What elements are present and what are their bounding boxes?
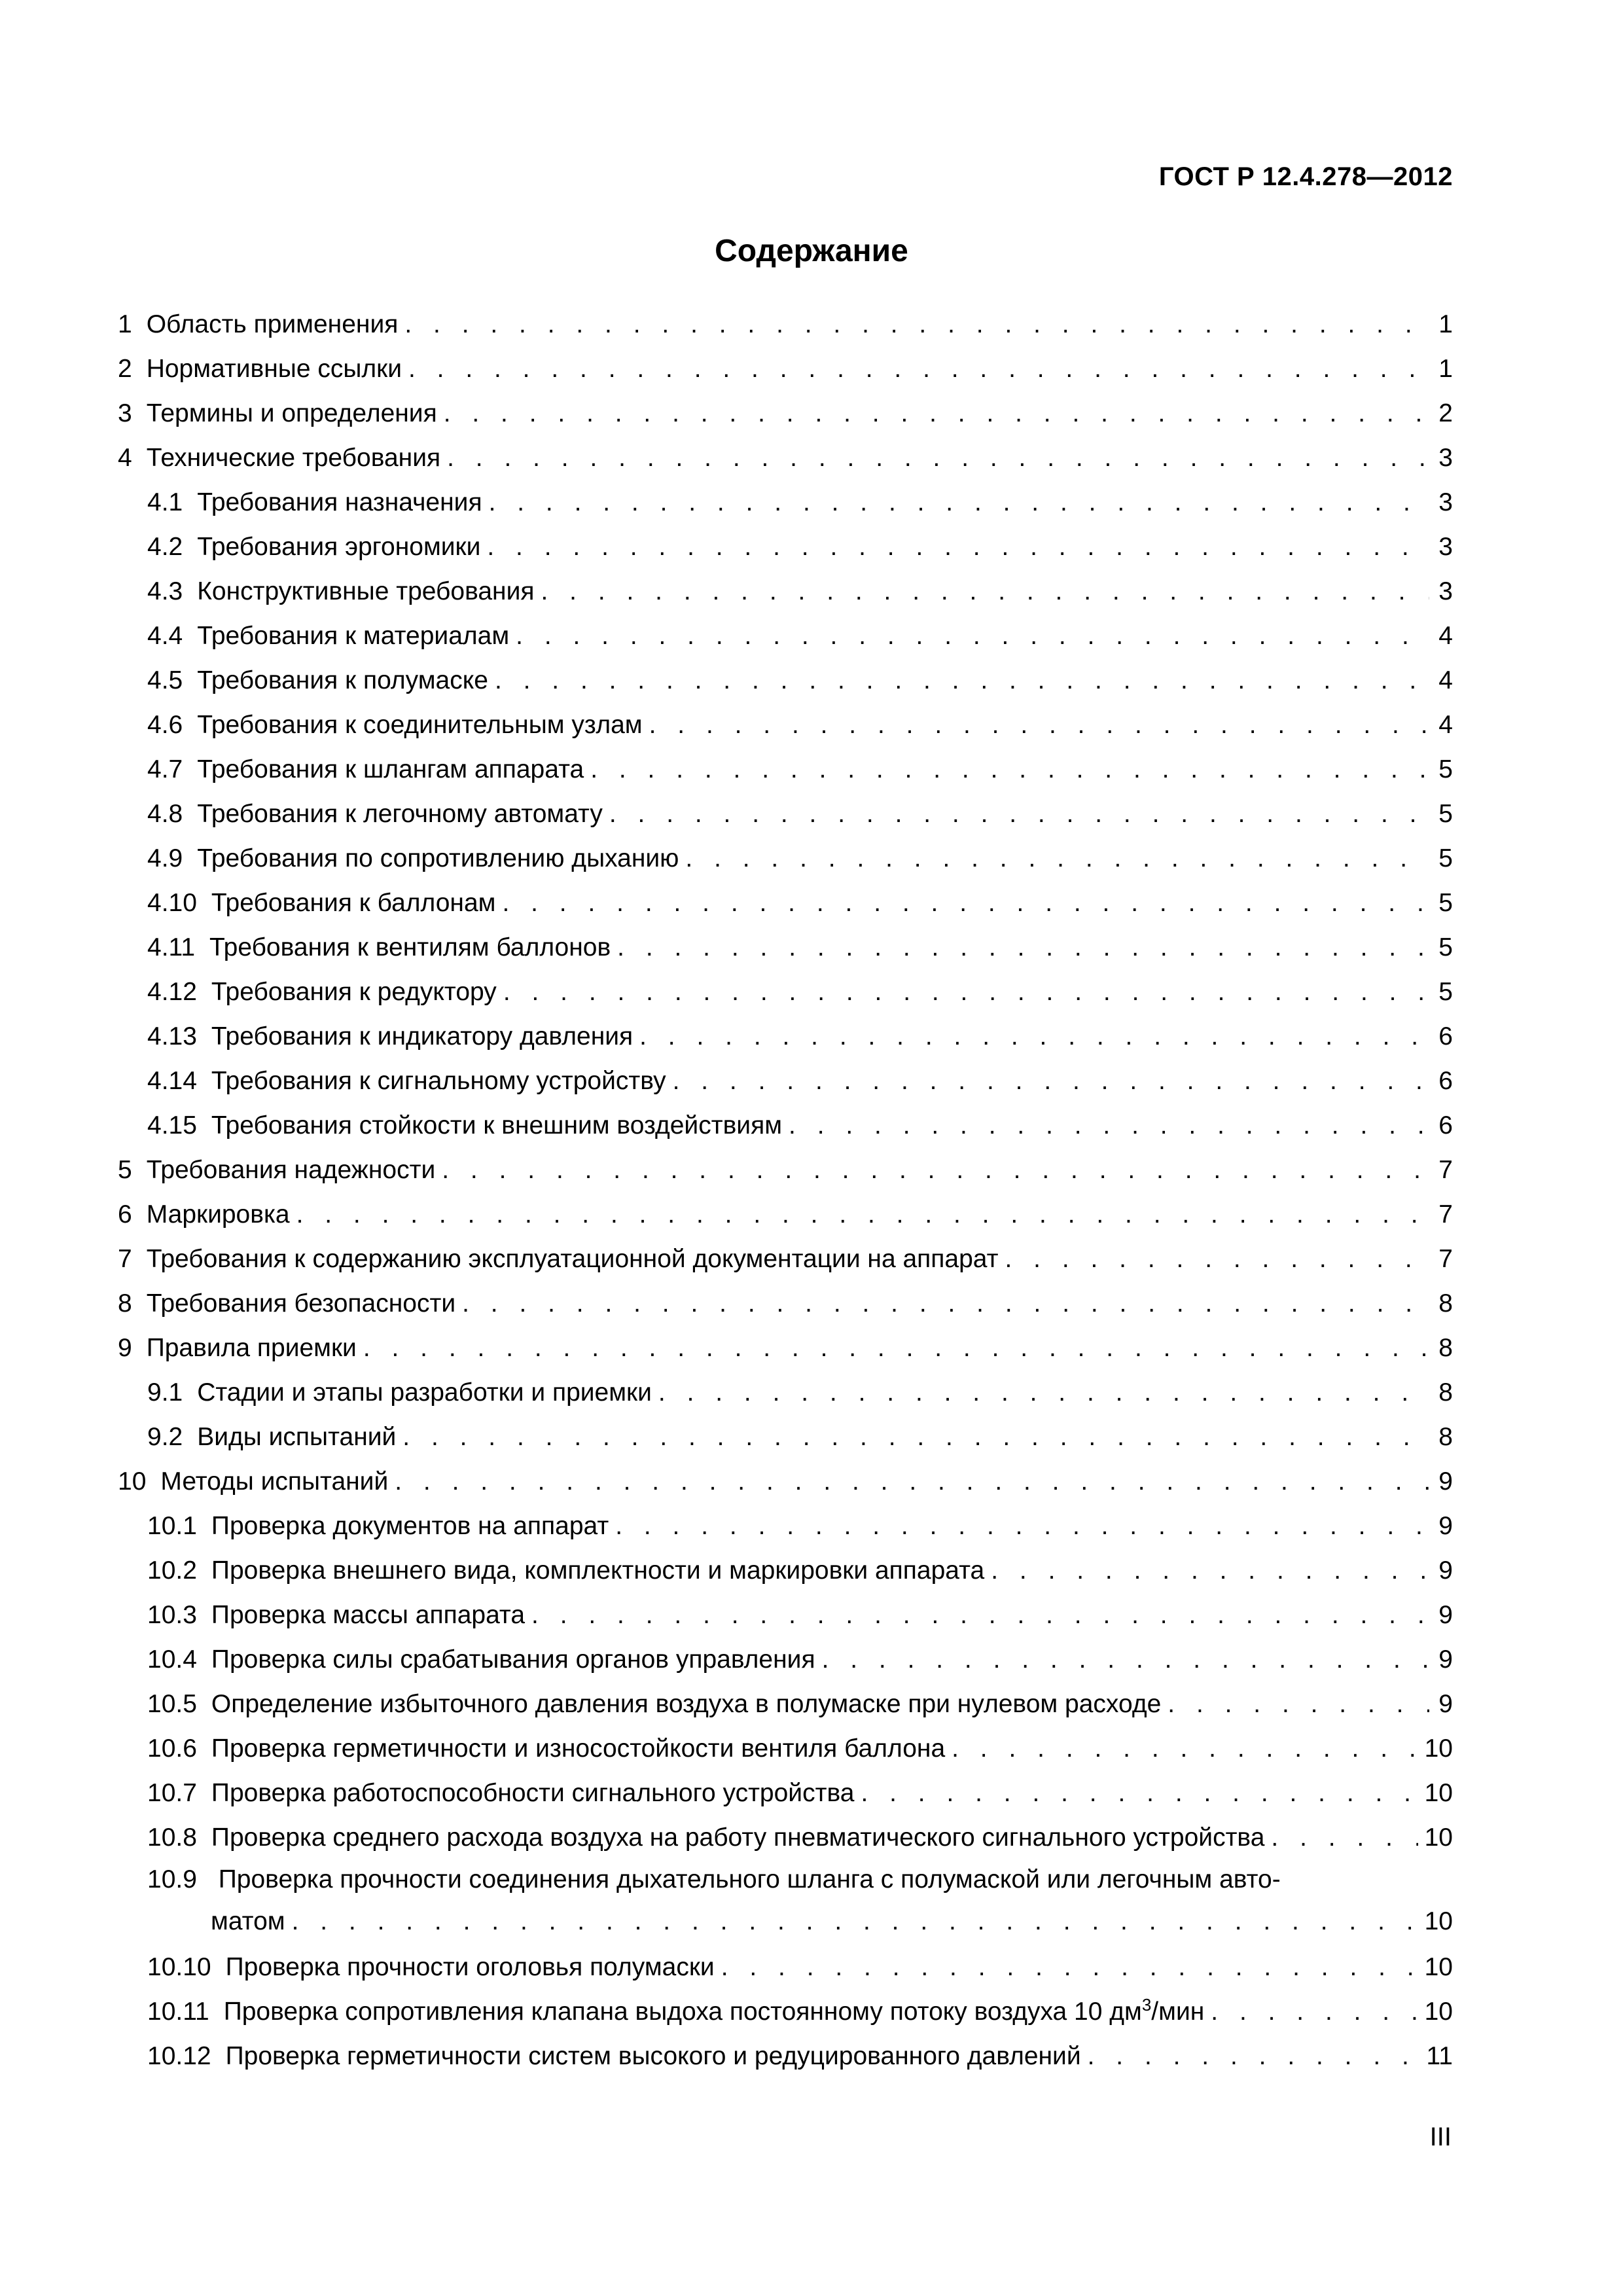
toc-entry-number: 5 bbox=[118, 1156, 132, 1184]
toc-entry-page: 9 bbox=[1438, 1467, 1453, 1496]
toc-entry-title: Требования к соединительным узлам bbox=[197, 711, 643, 739]
toc-entry-title: Проверка прочности соединения дыхательного шланга с полумаской или легочным авто- bbox=[218, 1865, 1281, 1893]
toc-entry-page: 10 bbox=[1424, 1779, 1453, 1807]
toc-entry bbox=[118, 836, 1453, 881]
toc-entry-number: 4.13 bbox=[147, 1022, 197, 1050]
toc-entry bbox=[118, 1014, 1453, 1059]
toc-entry-number: 10.3 bbox=[147, 1601, 197, 1629]
toc-leader-dots bbox=[991, 1549, 1429, 1593]
toc-leader-dots bbox=[363, 1326, 1429, 1371]
toc-entry-title: Требования безопасности bbox=[146, 1289, 456, 1318]
toc-entry-title: Термины и определения bbox=[146, 399, 437, 427]
document-id-header: ГОСТ Р 12.4.278—2012 bbox=[1158, 162, 1453, 191]
toc-entry-page: 3 bbox=[1438, 577, 1453, 605]
toc-entry-title: Проверка документов на аппарат bbox=[211, 1512, 609, 1540]
toc-leader-dots bbox=[658, 1371, 1429, 1415]
superscript: 3 bbox=[1141, 1995, 1152, 2015]
toc-leader-dots bbox=[1168, 1682, 1429, 1727]
toc-entry-number: 2 bbox=[118, 355, 132, 383]
toc-entry bbox=[118, 1415, 1453, 1460]
toc-leader-dots bbox=[444, 391, 1429, 436]
toc-leader-dots bbox=[822, 1638, 1429, 1682]
toc-entry bbox=[118, 1727, 1453, 1771]
toc-entry-page: 10 bbox=[1424, 1998, 1453, 2026]
toc-entry-page: 6 bbox=[1438, 1111, 1453, 1139]
toc-entry-number: 10.9 bbox=[147, 1865, 197, 1893]
toc-leader-dots bbox=[1088, 2034, 1420, 2079]
toc-entry-title: Требования назначения bbox=[197, 488, 482, 516]
toc-leader-dots bbox=[395, 1460, 1429, 1504]
toc-leader-dots bbox=[408, 347, 1429, 391]
toc-leader-dots bbox=[721, 1945, 1418, 1990]
toc-entry-title: Конструктивные требования bbox=[197, 577, 535, 605]
toc-entry-number: 4.1 bbox=[147, 488, 183, 516]
toc-entry bbox=[118, 302, 1453, 347]
toc-entry-number: 4.8 bbox=[147, 800, 183, 828]
toc-entry-number: 4.9 bbox=[147, 844, 183, 872]
toc-entry-page: 9 bbox=[1438, 1690, 1453, 1718]
toc-entry-title: Методы испытаний bbox=[160, 1467, 389, 1496]
toc-leader-dots bbox=[615, 1504, 1429, 1549]
toc-entry-title: Проверка герметичности систем высокого и редуцированного давлений bbox=[225, 2042, 1081, 2070]
toc-entry-number: 4.12 bbox=[147, 978, 197, 1006]
toc-entry-number: 4.15 bbox=[147, 1111, 197, 1139]
toc-entry bbox=[118, 1549, 1453, 1593]
toc-leader-dots bbox=[673, 1059, 1429, 1103]
toc-entry bbox=[118, 970, 1453, 1014]
toc-entry-title: Требования к баллонам bbox=[211, 889, 496, 917]
toc-entry bbox=[118, 1282, 1453, 1326]
toc-entry-page: 11 bbox=[1426, 2042, 1453, 2070]
toc-entry-page: 8 bbox=[1438, 1334, 1453, 1362]
toc-entry-page: 10 bbox=[1424, 1823, 1453, 1852]
toc-leader-dots bbox=[489, 480, 1429, 525]
toc-entry-title: Требования к сигнальному устройству bbox=[211, 1067, 666, 1095]
toc-entry-title: Требования к полумаске bbox=[197, 666, 488, 694]
toc-entry bbox=[118, 1059, 1453, 1103]
toc-leader-dots bbox=[503, 970, 1429, 1014]
toc-entry bbox=[118, 703, 1453, 747]
toc-entry-title: Правила приемки bbox=[146, 1334, 357, 1362]
toc-entry-page: 7 bbox=[1438, 1245, 1453, 1273]
toc-entry-number: 4.7 bbox=[147, 755, 183, 783]
toc-entry bbox=[118, 1193, 1453, 1237]
toc-entry-title: Проверка сопротивления клапана выдоха постоянному потоку воздуха 10 $дм^3$/мин bbox=[223, 1995, 1205, 2026]
toc-entry-title: Требования эргономики bbox=[197, 533, 481, 561]
toc-leader-dots bbox=[442, 1148, 1429, 1193]
toc-entry-page: 7 bbox=[1438, 1156, 1453, 1184]
toc-leader-dots bbox=[502, 881, 1429, 925]
toc-entry bbox=[118, 436, 1453, 480]
toc-entry bbox=[118, 1682, 1453, 1727]
toc-leader-dots bbox=[462, 1282, 1429, 1326]
toc-leader-dots bbox=[789, 1103, 1429, 1148]
toc-entry-page: 5 bbox=[1438, 933, 1453, 961]
toc-leader-dots bbox=[1211, 1990, 1418, 2034]
toc-entry bbox=[118, 1990, 1453, 2034]
toc-entry-title: Область применения bbox=[146, 310, 399, 338]
toc-entry-page: 9 bbox=[1438, 1601, 1453, 1629]
toc-entry-number: 10.12 bbox=[147, 2042, 211, 2070]
toc-entry-page: 4 bbox=[1438, 666, 1453, 694]
toc-leader-dots bbox=[296, 1193, 1429, 1237]
toc-entry-number: 4.11 bbox=[147, 933, 196, 961]
toc-entry-number: 10.4 bbox=[147, 1645, 197, 1674]
toc-entry-title: Требования к содержанию эксплуатационной документации на аппарат bbox=[146, 1245, 999, 1273]
toc-entry-title: Стадии и этапы разработки и приемки bbox=[197, 1378, 652, 1407]
toc-entry-page: 2 bbox=[1438, 399, 1453, 427]
toc-entry bbox=[118, 1103, 1453, 1148]
toc-leader-dots bbox=[685, 836, 1429, 881]
toc-leader-dots bbox=[447, 436, 1429, 480]
toc-entry-page: 8 bbox=[1438, 1289, 1453, 1318]
toc-leader-dots bbox=[639, 1014, 1429, 1059]
toc-entry-title: Проверка герметичности и износостойкости вентиля баллона bbox=[211, 1734, 946, 1763]
toc-entry-number: 7 bbox=[118, 1245, 132, 1273]
table-of-contents bbox=[118, 302, 1453, 2079]
toc-entry-page: 7 bbox=[1438, 1200, 1453, 1229]
toc-leader-dots bbox=[590, 747, 1429, 792]
toc-entry-title: Проверка внешнего вида, комплектности и маркировки аппарата bbox=[211, 1556, 985, 1585]
toc-entry-number: 3 bbox=[118, 399, 132, 427]
toc-entry-title: Требования надежности bbox=[146, 1156, 436, 1184]
toc-entry-page: 8 bbox=[1438, 1378, 1453, 1407]
toc-entry-number: 4.3 bbox=[147, 577, 183, 605]
toc-entry-title: Проверка работоспособности сигнального устройства bbox=[211, 1779, 855, 1807]
toc-entry bbox=[118, 792, 1453, 836]
toc-entry-page: 8 bbox=[1438, 1423, 1453, 1451]
toc-entry-number: 4.4 bbox=[147, 622, 183, 650]
toc-leader-dots bbox=[541, 569, 1429, 614]
toc-entry-number: 6 bbox=[118, 1200, 132, 1229]
toc-entry bbox=[118, 569, 1453, 614]
toc-entry-title: Требования к материалам bbox=[197, 622, 510, 650]
toc-leader-dots bbox=[495, 658, 1429, 703]
toc-entry-number: 10.10 bbox=[147, 1953, 211, 1981]
toc-entry-number: 1 bbox=[118, 310, 132, 338]
toc-entry-title: Требования к вентилям баллонов bbox=[209, 933, 611, 961]
toc-entry-title: Проверка прочности оголовья полумаски bbox=[225, 1953, 715, 1981]
toc-entry-page: 5 bbox=[1438, 800, 1453, 828]
toc-entry-number: 4.10 bbox=[147, 889, 197, 917]
toc-leader-dots bbox=[402, 1415, 1429, 1460]
toc-entry bbox=[118, 881, 1453, 925]
toc-entry bbox=[118, 347, 1453, 391]
toc-entry-title: Требования к редуктору bbox=[211, 978, 497, 1006]
toc-entry-title: Требования стойкости к внешним воздействиям bbox=[211, 1111, 783, 1139]
toc-entry bbox=[118, 1460, 1453, 1504]
toc-entry-page: 9 bbox=[1438, 1512, 1453, 1540]
toc-entry-page: 3 bbox=[1438, 488, 1453, 516]
toc-entry bbox=[118, 1504, 1453, 1549]
toc-entry bbox=[118, 391, 1453, 436]
toc-entry-page: 3 bbox=[1438, 533, 1453, 561]
toc-entry-page: 5 bbox=[1438, 978, 1453, 1006]
toc-entry-page: 10 bbox=[1424, 1953, 1453, 1981]
toc-entry-number: 10.8 bbox=[147, 1823, 197, 1852]
toc-leader-dots bbox=[617, 925, 1429, 970]
toc-entry-title: Проверка массы аппарата bbox=[211, 1601, 526, 1629]
toc-entry-number: 4 bbox=[118, 444, 132, 472]
toc-entry-number: 10.1 bbox=[147, 1512, 197, 1540]
toc-entry-page: 5 bbox=[1438, 755, 1453, 783]
toc-leader-dots bbox=[1271, 1816, 1418, 1860]
toc-entry-title: Требования к легочному автомату bbox=[197, 800, 603, 828]
toc-entry-number: 4.2 bbox=[147, 533, 183, 561]
toc-entry-title: Проверка силы срабатывания органов управления bbox=[211, 1645, 815, 1674]
page-number: III bbox=[1429, 2123, 1452, 2151]
toc-entry-number: 8 bbox=[118, 1289, 132, 1318]
toc-entry-page: 3 bbox=[1438, 444, 1453, 472]
toc-entry-title: Маркировка bbox=[146, 1200, 290, 1229]
toc-entry bbox=[118, 1237, 1453, 1282]
toc-entry-page: 4 bbox=[1438, 711, 1453, 739]
toc-leader-dots bbox=[952, 1727, 1418, 1771]
toc-entry-number: 10.6 bbox=[147, 1734, 197, 1763]
toc-leader-dots bbox=[531, 1593, 1429, 1638]
toc-entry-title: Нормативные ссылки bbox=[146, 355, 402, 383]
toc-entry-page: 10 bbox=[1424, 1734, 1453, 1763]
toc-entry-number: 9.2 bbox=[147, 1423, 183, 1451]
toc-entry-title: Определение избыточного давления воздуха в полумаске при нулевом расходе bbox=[211, 1690, 1162, 1718]
toc-entry-title: Требования к индикатору давления bbox=[211, 1022, 633, 1050]
toc-leader-dots bbox=[1005, 1237, 1430, 1282]
toc-entry-page: 4 bbox=[1438, 622, 1453, 650]
toc-entry bbox=[118, 1593, 1453, 1638]
toc-entry-title: Требования по сопротивлению дыханию bbox=[197, 844, 679, 872]
toc-entry-title: Проверка среднего расхода воздуха на работу пневматического сигнального устройства bbox=[211, 1823, 1265, 1852]
toc-entry-page: 5 bbox=[1438, 889, 1453, 917]
toc-leader-dots bbox=[649, 703, 1429, 747]
toc-entry bbox=[118, 1326, 1453, 1371]
toc-entry-number: 10 bbox=[118, 1467, 147, 1496]
toc-entry-title: Технические требования bbox=[146, 444, 441, 472]
toc-entry-number: 10.7 bbox=[147, 1779, 197, 1807]
toc-leader-dots bbox=[487, 525, 1429, 569]
toc-entry bbox=[118, 525, 1453, 569]
toc-entry-number: 10.5 bbox=[147, 1690, 197, 1718]
toc-entry-number: 10.2 bbox=[147, 1556, 197, 1585]
toc-entry bbox=[118, 614, 1453, 658]
toc-entry-page: 6 bbox=[1438, 1067, 1453, 1095]
toc-entry-page: 1 bbox=[1438, 310, 1453, 338]
toc-entry-number: 4.6 bbox=[147, 711, 183, 739]
toc-entry-page: 5 bbox=[1438, 844, 1453, 872]
toc-entry bbox=[118, 1638, 1453, 1682]
toc-entry-page: 10 bbox=[1424, 1907, 1453, 1935]
toc-entry-number: 4.5 bbox=[147, 666, 183, 694]
toc-entry bbox=[118, 1771, 1453, 1816]
toc-entry-number: 4.14 bbox=[147, 1067, 197, 1095]
toc-entry bbox=[118, 2034, 1453, 2079]
toc-entry-title: Виды испытаний bbox=[197, 1423, 397, 1451]
toc-entry-page: 9 bbox=[1438, 1645, 1453, 1674]
toc-entry bbox=[118, 1945, 1453, 1990]
toc-entry-number: 9 bbox=[118, 1334, 132, 1362]
toc-entry-page: 1 bbox=[1438, 355, 1453, 383]
toc-entry-page: 6 bbox=[1438, 1022, 1453, 1050]
toc-entry-title: Требования к шлангам аппарата bbox=[197, 755, 584, 783]
toc-entry-page: 9 bbox=[1438, 1556, 1453, 1585]
toc-entry bbox=[118, 1371, 1453, 1415]
toc-entry bbox=[118, 1148, 1453, 1193]
toc-entry bbox=[118, 480, 1453, 525]
toc-leader-dots bbox=[404, 302, 1429, 347]
toc-entry bbox=[118, 658, 1453, 703]
toc-leader-dots bbox=[516, 614, 1429, 658]
toc-entry bbox=[118, 747, 1453, 792]
toc-entry-number: 9.1 bbox=[147, 1378, 183, 1407]
toc-entry-title-continuation: матом bbox=[211, 1907, 285, 1935]
page-title: Содержание bbox=[715, 234, 908, 268]
toc-leader-dots bbox=[609, 792, 1429, 836]
toc-entry bbox=[118, 925, 1453, 970]
toc-entry-10-9 bbox=[118, 1860, 1453, 1945]
toc-entry bbox=[118, 1816, 1453, 1860]
toc-leader-dots bbox=[861, 1771, 1418, 1816]
toc-leader-dots bbox=[292, 1902, 1418, 1941]
toc-entry-number: 10.11 bbox=[147, 1998, 209, 2026]
